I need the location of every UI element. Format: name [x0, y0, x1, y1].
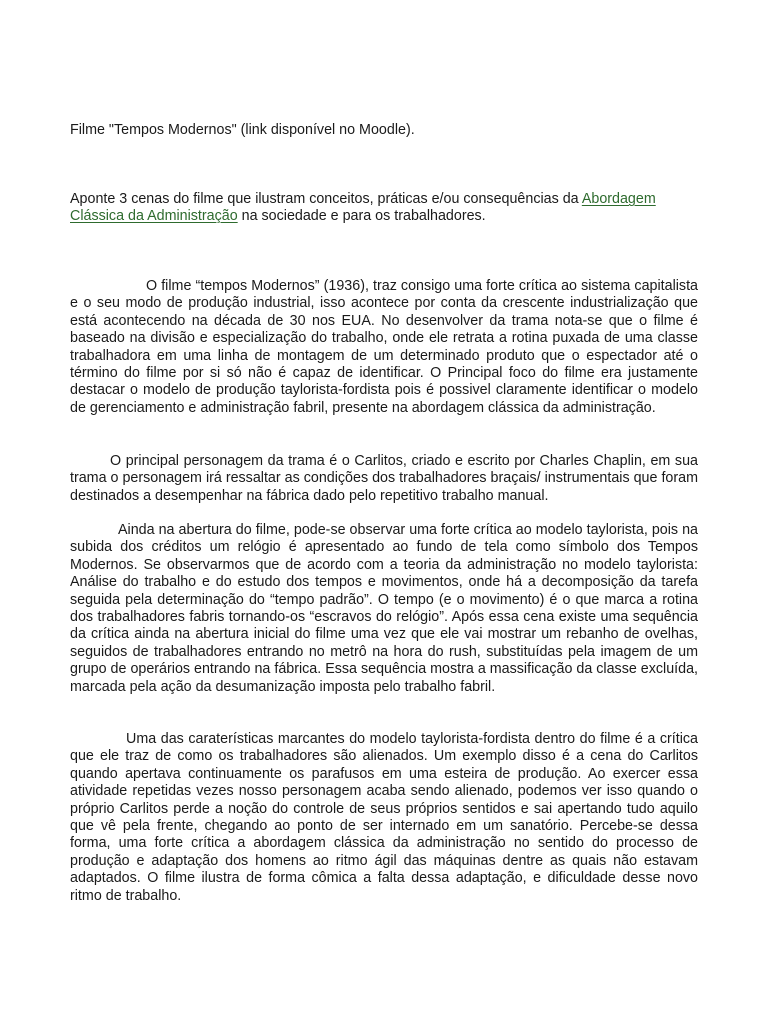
paragraph-alienation: Uma das caraterísticas marcantes do modelo taylorista-fordista dentro do filme é a crítica que ele traz de como os trabalhadores são alienados. Um exemplo disso é a cena do Carlitos quando apertava continuamente os parafusos em uma esteira de produção. Ao exercer essa atividade repetidas vezes nosso personagem acaba sendo alienado, podemos ver isso quando o próprio Carlitos perde a noção do controle de seus próprios sentidos e sai apertando tudo aquilo que vê pela frente, chegando ao ponto de ser internado em um sanatório. Percebe-se dessa forma, uma forte crítica a abordagem clássica da administração no sentido do processo de produção e adaptação dos homens ao ritmo ágil das máquinas dentre as quais não estavam adaptados. O filme ilustra de forma cômica a falta dessa adaptação, e dificuldade desse novo ritmo de trabalho.: [70, 731, 698, 904]
paragraph-intro: O filme “tempos Modernos” (1936), traz consigo uma forte crítica ao sistema capitalista e o seu modo de produção industrial, isso acontece por conta da crescente industrialização que está acontecendo na década de 30 nos EUA. No desenvolver da trama nota-se que o filme é baseado na divisão e especialização do trabalho, onde ele retrata a rotina puxada de uma classe trabalhadora em uma linha de montagem de um determinado produto que o espectador até o término do filme por si só não é capaz de identificar. O Principal foco do filme era justamente destacar o modelo de produção taylorista-fordista pois é possivel claramente identificar o modelo de gerenciamento e administração fabril, presente na abordagem clássica da administração.: [70, 278, 698, 416]
paragraph-carlitos: O principal personagem da trama é o Carlitos, criado e escrito por Charles Chaplin, em sua trama o personagem irá ressaltar as condições dos trabalhadores braçais/ instrumentais que foram destinados a desempenhar na fábrica dado pelo repetitivo trabalho manual.: [70, 453, 698, 504]
assignment-prompt: [70, 191, 698, 225]
paragraph-opening-scene: Ainda na abertura do filme, pode-se observar uma forte crítica ao modelo taylorista, pois na subida dos créditos um relógio é apresentado ao fundo de tela como símbolo dos Tempos Modernos. Se observarmos que de acordo com a teoria da administração no modelo taylorista: Análise do trabalho e do estudo dos tempos e movimentos, onde há a decomposição da tarefa seguida pela determinação do “tempo padrão”. O tempo (e o movimento) é o que marca a rotina dos trabalhadores fabris tornando-os “escravos do relógio”. Após essa cena existe uma sequência da crítica ainda na abertura inicial do filme uma vez que ele vai mostrar um rebanho de ovelhas, seguidos de trabalhadores entrando no metrô na hora do rush, substituídas pela imagem de um grupo de operários entrando na fábrica. Essa sequência mostra a massificação da classe excluída, marcada pela ação da desumanização imposta pelo trabalho fabril.: [70, 522, 698, 695]
abordagem-classica-link[interactable]: Abordagem Clássica da Administração: [70, 191, 656, 224]
prompt-text-after-link: na sociedade e para os trabalhadores.: [237, 208, 486, 224]
prompt-text-before-link: Aponte 3 cenas do filme que ilustram conceitos, práticas e/ou consequências da: [70, 191, 582, 207]
document-heading: Filme "Tempos Modernos" (link disponível no Moodle).: [70, 122, 415, 138]
